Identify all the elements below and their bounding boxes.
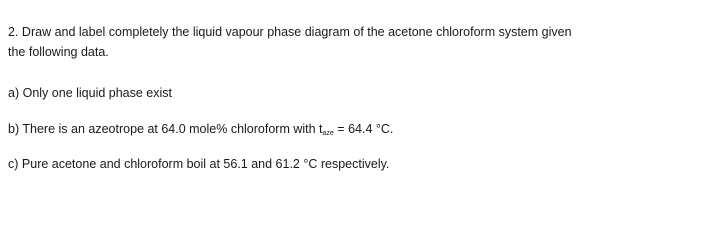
item-a-label: a): [8, 86, 20, 100]
item-b-subscript: aze: [322, 130, 334, 137]
question-stem-text-2: the following data.: [8, 45, 109, 59]
item-c-text: Pure acetone and chloroform boil at 56.1 and 61.2 °C respectively.: [21, 157, 390, 171]
question-number: 2.: [8, 25, 19, 39]
question-stem-line-1: [8, 24, 572, 40]
item-b-label: b): [8, 122, 20, 136]
item-b: [8, 121, 393, 137]
question-stem-line-2: [8, 44, 109, 60]
item-a: [8, 85, 172, 101]
item-a-text: Only one liquid phase exist: [22, 86, 173, 100]
question-stem-text-1: Draw and label completely the liquid vapour phase diagram of the acetone chloroform system given: [21, 25, 572, 39]
item-b-text-before: There is an azeotrope at 64.0 mole% chloroform with t: [22, 122, 323, 136]
item-c-label: c): [8, 157, 19, 171]
item-b-text-after: = 64.4 °C.: [333, 122, 394, 136]
item-c: [8, 156, 389, 172]
